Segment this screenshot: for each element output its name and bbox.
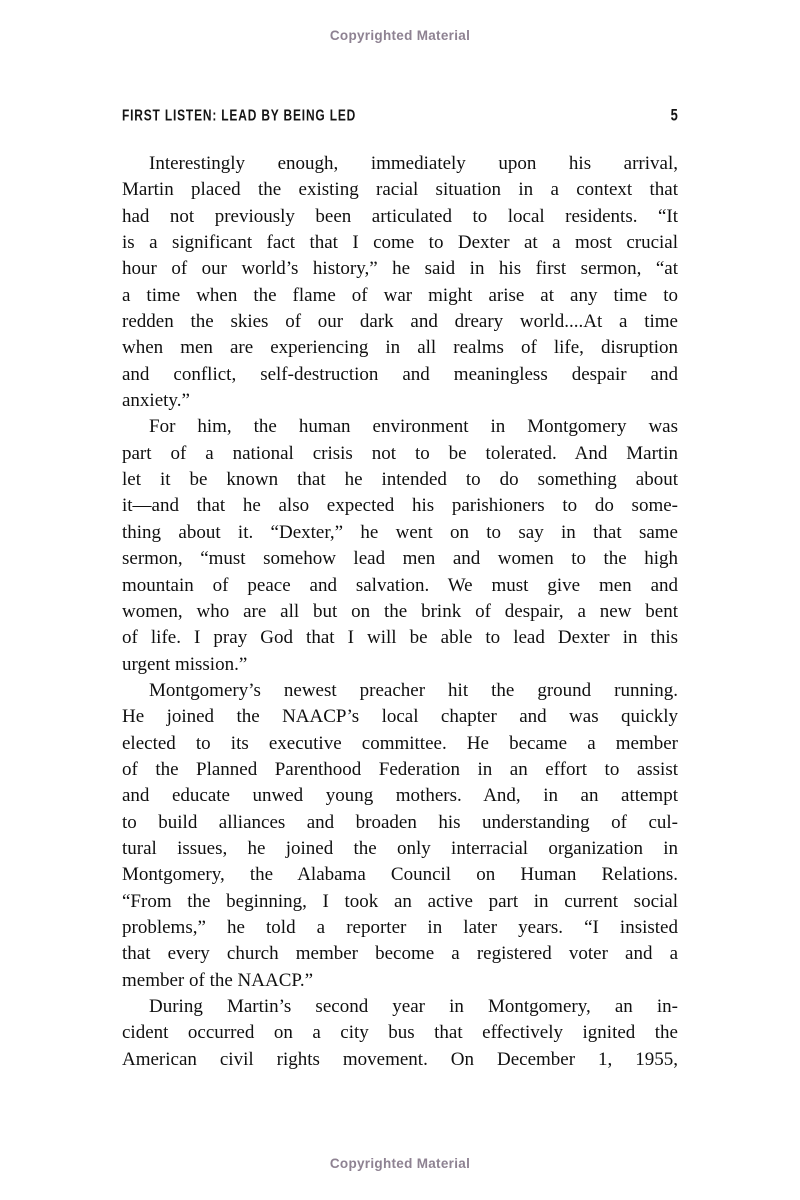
text-line: of life. I pray God that I will be able to lead Dexter in this [122,627,678,649]
text-line: of the Planned Parenthood Federation in an effort to assist [122,758,678,780]
paragraph [122,414,678,677]
chapter-title: FIRST LISTEN: LEAD BY BEING LED [122,106,357,124]
text-line: part of a national crisis not to be tolerated. And Martin [122,442,678,464]
paragraph [122,151,678,414]
paragraph [122,678,678,994]
paragraph [122,994,678,1073]
copyright-notice-top: Copyrighted Material [329,28,471,43]
text-line: and educate unwed young mothers. And, in an attempt [122,785,678,807]
text-line: member of the NAACP.” [122,969,314,991]
text-line: elected to its executive committee. He became a member [122,732,678,754]
text-line: let it be known that he intended to do something about [122,469,678,491]
text-line: a time when the flame of war might arise at any time to [122,284,678,306]
text-line: thing about it. “Dexter,” he went on to say in that same [122,521,678,543]
text-line: Interestingly enough, immediately upon his arrival, [149,153,678,174]
text-line: American civil rights movement. On December 1, 1955, [122,1048,678,1070]
text-line: and conflict, self-destruction and meaningless despair and [122,363,678,385]
text-line: sermon, “must somehow lead men and women to the high [122,548,678,570]
text-line: anxiety.” [122,390,190,412]
text-line: “From the beginning, I took an active part in current social [122,890,678,912]
text-line: He joined the NAACP’s local chapter and was quickly [122,706,678,728]
text-line: hour of our world’s history,” he said in his first sermon, “at [122,258,678,280]
text-line: Montgomery, the Alabama Council on Human Relations. [122,864,678,886]
text-line: mountain of peace and salvation. We must give men and [122,574,678,596]
text-line: to build alliances and broaden his understanding of cul- [122,811,678,833]
text-line: urgent mission.” [122,653,248,675]
text-line: Martin placed the existing racial situation in a context that [122,179,678,201]
text-line: During Martin’s second year in Montgomery, an in- [149,996,678,1017]
text-line: Montgomery’s newest preacher hit the ground running. [149,679,678,701]
text-line: women, who are all but on the brink of despair, a new bent [122,600,678,622]
text-line: cident occurred on a city bus that effectively ignited the [122,1022,678,1044]
text-line: had not previously been articulated to local residents. “It [122,205,678,227]
text-line: redden the skies of our dark and dreary world....At a time [122,311,678,333]
text-line: that every church member become a registered voter and a [122,943,678,965]
text-line: is a significant fact that I come to Dexter at a most crucial [122,232,678,254]
copyright-notice-bottom: Copyrighted Material [329,1156,471,1171]
text-line: problems,” he told a reporter in later years. “I insisted [122,916,678,938]
text-line: it—and that he also expected his parishioners to do some- [122,495,678,517]
body-text [122,151,678,1073]
text-line: For him, the human environment in Montgomery was [149,416,678,438]
running-header [122,105,678,124]
page-number: 5 [670,105,678,124]
text-line: tural issues, he joined the only interracial organization in [122,837,678,859]
text-line: when men are experiencing in all realms of life, disruption [122,337,678,359]
